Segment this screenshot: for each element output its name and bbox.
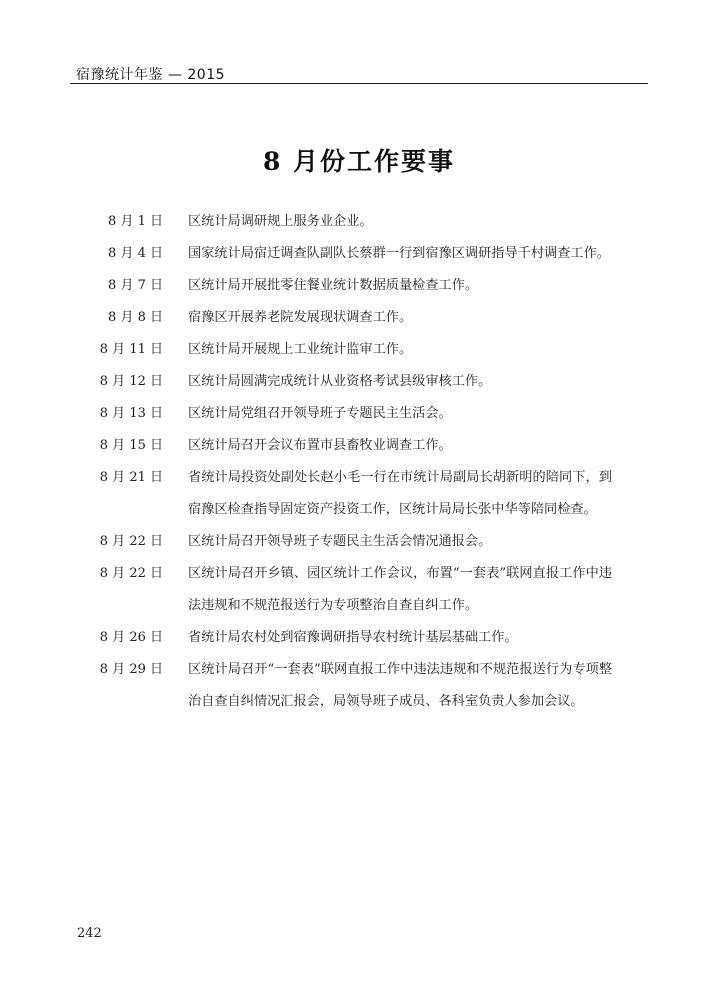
entry-date: 8 月 1 日 [108, 214, 163, 229]
entry-text: 区统计局开展批零住餐业统计数据质量检查工作。 [188, 278, 479, 293]
list-item [0, 398, 718, 430]
entry-text: 区统计局召开“一套表”联网直报工作中违法违规和不规范报送行为专项整治自查自纠情况汇报会，局领导班子成员、各科室负责人参加会议。 [188, 662, 612, 709]
entry-date: 8 月 21 日 [99, 470, 163, 485]
entry-text: 区统计局调研规上服务业企业。 [188, 214, 373, 229]
entry-text: 区统计局召开领导班子专题民主生活会情况通报会。 [188, 534, 492, 549]
entry-date: 8 月 22 日 [99, 566, 163, 581]
list-item [0, 366, 718, 398]
entry-date: 8 月 29 日 [99, 662, 163, 677]
entry-text: 宿豫区开展养老院发展现状调查工作。 [188, 310, 413, 325]
entry-text: 省统计局投资处副处长赵小毛一行在市统计局副局长胡新明的陪同下，到宿豫区检查指导固定资产投资工作，区统计局局长张中华等陪同检查。 [188, 470, 612, 517]
entry-date: 8 月 15 日 [99, 438, 163, 453]
list-item [0, 558, 718, 622]
entry-text: 区统计局圆满完成统计从业资格考试县级审核工作。 [188, 374, 492, 389]
list-item [0, 462, 718, 526]
entry-text: 区统计局党组召开领导班子专题民主生活会。 [188, 406, 452, 421]
entry-date: 8 月 22 日 [99, 534, 163, 549]
entry-date: 8 月 11 日 [99, 342, 163, 357]
entry-date: 8 月 8 日 [108, 310, 163, 325]
entry-text: 国家统计局宿迁调查队副队长蔡群一行到宿豫区调研指导千村调查工作。 [188, 246, 610, 261]
list-item [0, 206, 718, 238]
entry-text: 区统计局开展规上工业统计监审工作。 [188, 342, 413, 357]
list-item [0, 334, 718, 366]
list-item [0, 302, 718, 334]
entry-date: 8 月 4 日 [108, 246, 163, 261]
entry-text: 区统计局召开乡镇、园区统计工作会议，布置“一套表”联网直报工作中违法违规和不规范报送行为专项整治自查自纠工作。 [188, 566, 612, 613]
list-item [0, 622, 718, 654]
list-item [0, 238, 718, 270]
entry-date: 8 月 12 日 [99, 374, 163, 389]
entry-date: 8 月 7 日 [108, 278, 163, 293]
entry-text: 省统计局农村处到宿豫调研指导农村统计基层基础工作。 [188, 630, 518, 645]
page-title: 8 月份工作要事 [262, 147, 456, 176]
header-rule [70, 83, 648, 84]
list-item [0, 430, 718, 462]
entry-list [0, 206, 718, 718]
entry-text: 区统计局召开会议布置市县畜牧业调查工作。 [188, 438, 452, 453]
entry-date: 8 月 26 日 [99, 630, 163, 645]
page-number: 242 [77, 926, 102, 941]
list-item [0, 526, 718, 558]
entry-date: 8 月 13 日 [99, 406, 163, 421]
running-header: 宿豫统计年鉴 — 2015 [76, 67, 226, 83]
list-item [0, 654, 718, 718]
list-item [0, 270, 718, 302]
